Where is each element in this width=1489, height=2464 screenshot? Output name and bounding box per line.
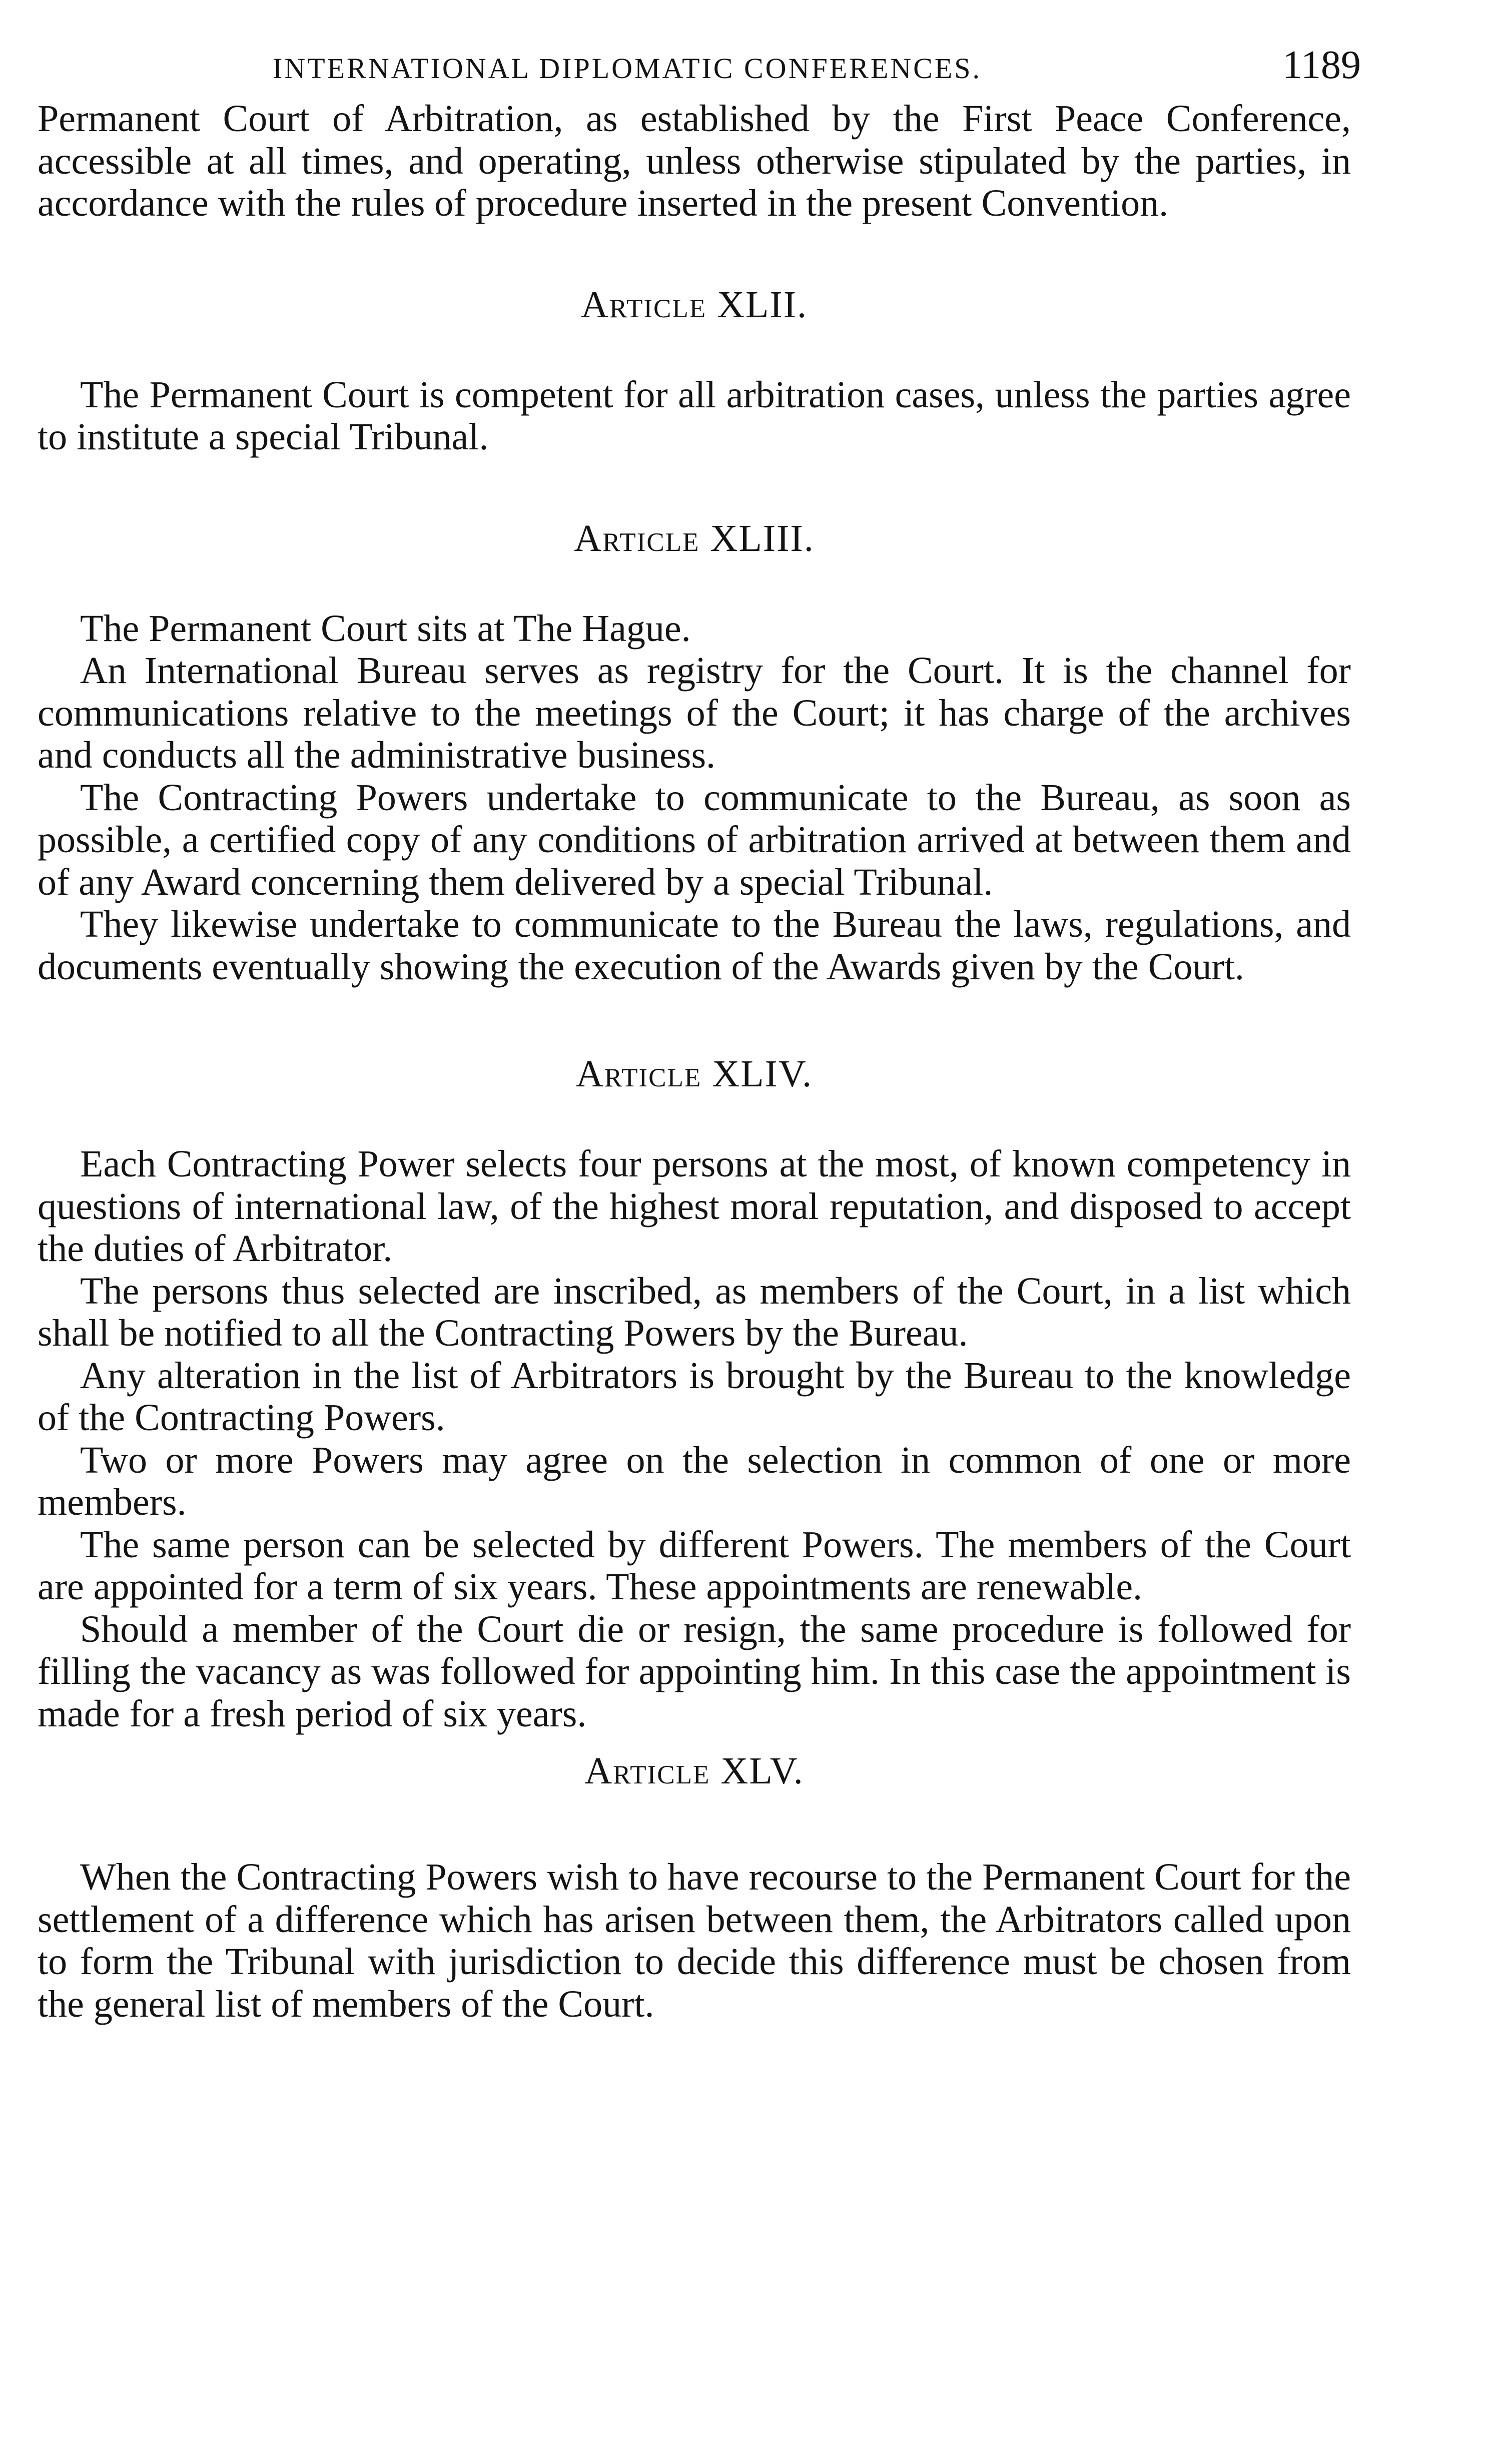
article-word: Article [576, 1053, 702, 1095]
running-title: INTERNATIONAL DIPLOMATIC CONFERENCES. [273, 52, 982, 85]
article-numeral: XLIII. [710, 517, 815, 559]
article-paragraph: Two or more Powers may agree on the selection in common of one or more members. [38, 1439, 1351, 1523]
article-paragraph: The persons thus selected are inscribed, as members of the Court, in a list which shall be notified to all the Contracting Powers by the Bureau. [38, 1270, 1351, 1354]
article-paragraph: The same person can be selected by different Powers. The members of the Court are appointed for a term of six years. These appointments are renewable. [38, 1523, 1351, 1608]
article-numeral: XLII. [717, 283, 808, 326]
document-page [38, 43, 1361, 2025]
article-word: Article [584, 1750, 710, 1792]
article-paragraph: Each Contracting Power selects four persons at the most, of known competency in questions of international law, of the highest moral reputation, and disposed to accept the duties of Arbitrator. [38, 1143, 1351, 1270]
article-heading-xliv [38, 1053, 1351, 1095]
article-paragraph: Should a member of the Court die or resign, the same procedure is followed for filling the vacancy as was followed for appointing him. In this case the appointment is made for a fresh period of six years. [38, 1608, 1351, 1735]
article-paragraph: The Permanent Court sits at The Hague. [80, 607, 691, 650]
article-heading-xliii [38, 517, 1351, 559]
article-numeral: XLV. [720, 1750, 804, 1792]
article-paragraph: The Contracting Powers undertake to communicate to the Bureau, as soon as possible, a certified copy of any conditions of arbitration arrived at between them and of any Award concerning them delivered by a special Tribunal. [38, 776, 1351, 903]
running-header [38, 43, 1361, 98]
article-paragraph: An International Bureau serves as registry for the Court. It is the channel for communications relative to the meetings of the Court; it has charge of the archives and conducts all the administrative business. [38, 650, 1351, 776]
intro-paragraph: Permanent Court of Arbitration, as established by the First Peace Conference, accessible at all times, and operating, unless otherwise stipulated by the parties, in accordance with the rules of procedure inserted in the present Convention. [38, 98, 1351, 224]
article-paragraph: Any alteration in the list of Arbitrators is brought by the Bureau to the knowledge of the Contracting Powers. [38, 1354, 1351, 1439]
article-paragraph: They likewise undertake to communicate to the Bureau the laws, regulations, and documents eventually showing the execution of the Awards given by the Court. [38, 903, 1351, 988]
article-paragraph: The Permanent Court is competent for all arbitration cases, unless the parties agree to institute a special Tribunal. [38, 373, 1351, 458]
article-word: Article [580, 283, 707, 326]
article-word: Article [574, 517, 700, 559]
article-paragraph: When the Contracting Powers wish to have recourse to the Permanent Court for the settlement of a difference which has arisen between them, the Arbitrators called upon to form the Tribunal with jurisdiction to decide this difference must be chosen from the general list of members of the Court. [38, 1856, 1351, 2025]
article-heading-xlv [38, 1750, 1351, 1792]
article-heading-xlii [38, 284, 1351, 326]
article-numeral: XLIV. [712, 1053, 813, 1095]
page-number: 1189 [1282, 43, 1361, 87]
